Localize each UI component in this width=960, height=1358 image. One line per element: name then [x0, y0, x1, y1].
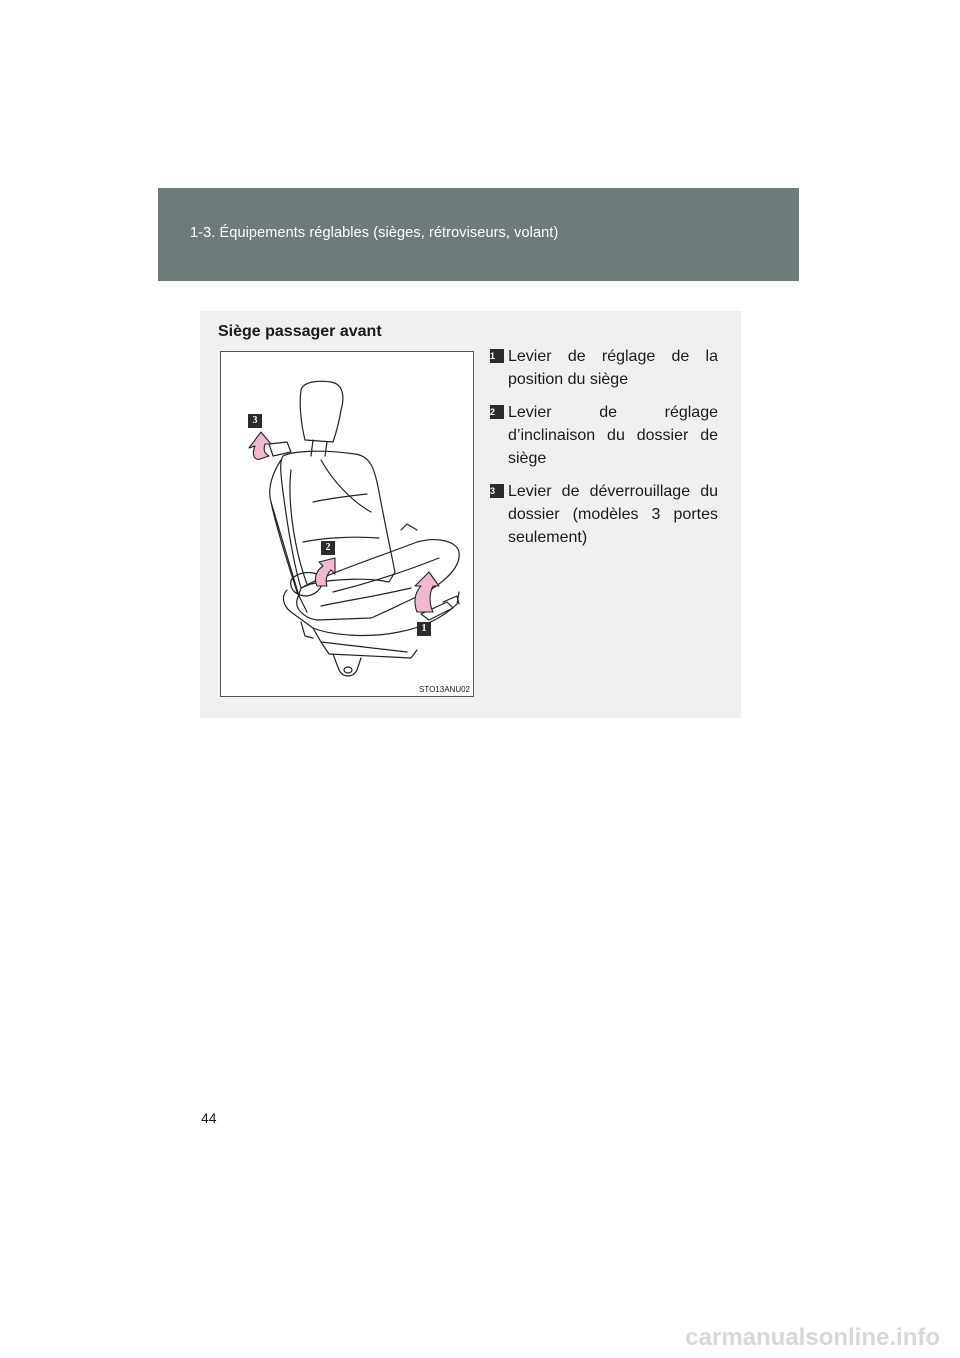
section-title: Siège passager avant — [218, 323, 382, 340]
legend-number: 2 — [490, 405, 504, 419]
legend-list — [490, 345, 718, 559]
page-number: 44 — [201, 1110, 217, 1126]
seat-drawing — [221, 352, 473, 696]
callout-1: 1 — [417, 622, 431, 636]
legend-text: Levier de réglage de la position du siège — [508, 348, 718, 388]
legend-number: 1 — [490, 349, 504, 363]
seat-illustration — [220, 351, 474, 697]
chapter-header — [158, 188, 799, 281]
content-panel — [200, 311, 741, 718]
legend-text: Levier de déverrouillage du dossier (modèles 3 portes seulement) — [508, 483, 718, 546]
legend-text: Levier de réglage d’inclinaison du dossier de siège — [508, 404, 718, 467]
legend-number: 3 — [490, 484, 504, 498]
legend-item — [490, 480, 718, 549]
legend-item — [490, 345, 718, 391]
callout-2: 2 — [321, 541, 335, 555]
legend-item — [490, 401, 718, 470]
watermark: carmanualsonline.info — [685, 1324, 940, 1351]
callout-3: 3 — [248, 414, 262, 428]
figure-code: STO13ANU02 — [419, 685, 470, 694]
chapter-title: 1-3. Équipements réglables (sièges, rétroviseurs, volant) — [190, 225, 559, 241]
